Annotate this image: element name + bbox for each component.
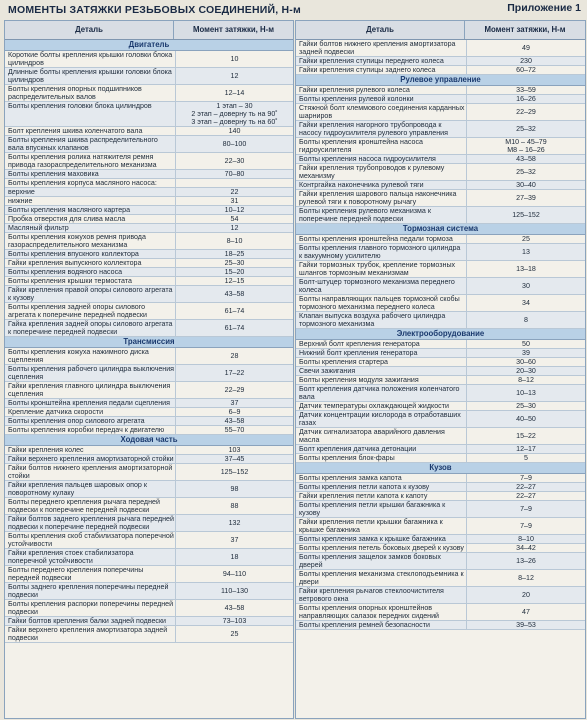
- table-row: [296, 454, 585, 463]
- torque-cell: 8: [524, 316, 528, 324]
- table-row: [296, 181, 585, 190]
- detail-cell: Верхний болт крепления генератора: [296, 340, 467, 348]
- torque-table-left: [4, 20, 294, 719]
- table-row: [5, 498, 293, 515]
- column-header-torque: Момент затяжки, Н-м: [193, 25, 274, 34]
- torque-cell: 61–74: [224, 324, 245, 332]
- table-row: [5, 515, 293, 532]
- section-heading: Ходовая часть: [5, 435, 293, 446]
- detail-cell: верхние: [5, 188, 176, 196]
- table-row: [5, 250, 293, 259]
- detail-cell: Нижний болт крепления генератора: [296, 349, 467, 357]
- table-row: [296, 483, 585, 492]
- torque-cell: 73–103: [222, 617, 247, 625]
- torque-cell: 43–58: [516, 155, 536, 163]
- column-header-detail: Деталь: [5, 21, 174, 39]
- table-row: [296, 411, 585, 428]
- torque-cell: 1 этап – 30 2 этап – доверну ть на 90˚ 3 этап – доверну ть на 60˚: [191, 102, 278, 126]
- detail-cell: Болты крепления масляного картера: [5, 206, 176, 214]
- torque-cell: 6–9: [228, 408, 241, 416]
- table-row: [5, 626, 293, 643]
- table-row: [5, 348, 293, 365]
- detail-cell: Болты крепления задней опоры силового агрегата к поперечине передней подвески: [5, 303, 176, 319]
- table-row: [5, 446, 293, 455]
- table-row: [5, 215, 293, 224]
- torque-cell: 25: [522, 235, 530, 243]
- table-row: [296, 86, 585, 95]
- detail-cell: Гайки крепления пальцев шаровых опор к поворотному кулаку: [5, 481, 176, 497]
- torque-cell: 8–10: [226, 237, 243, 245]
- torque-cell: 30–60: [516, 358, 536, 366]
- table-row: [296, 402, 585, 411]
- detail-cell: Болты направляющих пальцев тормозной скобы тормозного механизма переднего колеса: [296, 295, 467, 311]
- detail-cell: Гайки крепления шарового пальца наконечника рулевой тяги к поворотному рычагу: [296, 190, 467, 206]
- table-row: [296, 340, 585, 349]
- detail-cell: Болты крепления кожуха нажимного диска сцепления: [5, 348, 176, 364]
- table-row: [5, 127, 293, 136]
- table-row: [296, 164, 585, 181]
- torque-cell: 12–17: [516, 445, 536, 453]
- torque-cell: 10–12: [224, 206, 245, 214]
- detail-cell: Болт-штуцер тормозного механизма переднего колеса: [296, 278, 467, 294]
- column-header-detail: Деталь: [296, 21, 465, 39]
- detail-cell: Короткие болты крепления крышки головки блока цилиндров: [5, 51, 176, 67]
- detail-cell: Болты крепления опорных подшипников распределительных валов: [5, 85, 176, 101]
- torque-cell: 18–25: [224, 250, 245, 258]
- table-row: [5, 277, 293, 286]
- table-row: [5, 408, 293, 417]
- table-row: [296, 295, 585, 312]
- table-row: [5, 68, 293, 85]
- torque-cell: 132: [228, 519, 241, 527]
- table-header: [296, 21, 585, 40]
- torque-cell: 16–26: [516, 95, 536, 103]
- table-row: [296, 190, 585, 207]
- table-row: [5, 188, 293, 197]
- torque-cell: 40–50: [516, 415, 536, 423]
- detail-cell: нижние: [5, 197, 176, 205]
- torque-cell: 110–130: [220, 587, 249, 595]
- detail-cell: Гайки крепления правой опоры силового агрегата к кузову: [5, 286, 176, 302]
- table-row: [5, 549, 293, 566]
- detail-cell: Болты крепления крышки термостата: [5, 277, 176, 285]
- detail-cell: Болты крепления опор силового агрегата: [5, 417, 176, 425]
- torque-cell: 13–26: [516, 557, 536, 565]
- table-row: [296, 57, 585, 66]
- torque-cell: 12: [230, 224, 239, 232]
- torque-cell: 140: [228, 127, 241, 135]
- table-row: [296, 40, 585, 57]
- detail-cell: Болты крепления опорных кронштейнов направляющих салазок передних сидений: [296, 604, 467, 620]
- detail-cell: Болты кронштейна крепления педали сцепления: [5, 399, 176, 407]
- table-row: [5, 600, 293, 617]
- torque-cell: 8–12: [518, 376, 534, 384]
- torque-cell: 43–58: [224, 290, 245, 298]
- detail-cell: Болты крепления распорки поперечины передней подвески: [5, 600, 176, 616]
- torque-cell: 15–22: [516, 432, 536, 440]
- torque-cell: 39: [522, 349, 530, 357]
- torque-cell: 10–13: [516, 389, 536, 397]
- table-row: [296, 95, 585, 104]
- table-row: [5, 365, 293, 382]
- table-row: [296, 474, 585, 483]
- detail-cell: Болты крепления ролика натяжителя ремня привода газораспределительного механизма: [5, 153, 176, 169]
- detail-cell: Болты крепления замка капота: [296, 474, 467, 482]
- detail-cell: Гайки верхнего крепления амортизатора задней подвески: [5, 626, 176, 642]
- detail-cell: Болты крепления механизма стеклоподъемника к двери: [296, 570, 467, 586]
- table-row: [5, 268, 293, 277]
- table-row: [5, 170, 293, 179]
- table-row: [5, 153, 293, 170]
- table-row: [5, 206, 293, 215]
- torque-cell: 43–58: [224, 417, 245, 425]
- detail-cell: Пробка отверстия для слива масла: [5, 215, 176, 223]
- detail-cell: Гайки болтов крепления балки задней подвески: [5, 617, 176, 625]
- table-row: [296, 501, 585, 518]
- table-row: [296, 570, 585, 587]
- torque-cell: 12: [230, 72, 239, 80]
- table-row: [5, 464, 293, 481]
- table-row: [5, 224, 293, 233]
- detail-cell: Гайки верхнего крепления амортизаторной стойки: [5, 455, 176, 463]
- detail-cell: Болты крепления модуля зажигания: [296, 376, 467, 384]
- detail-cell: Датчик концентрации кислорода в отработавших газах: [296, 411, 467, 427]
- torque-cell: 25–30: [516, 402, 536, 410]
- torque-cell: 13: [522, 248, 530, 256]
- torque-cell: 25–30: [224, 259, 245, 267]
- detail-cell: Болты крепления коробки передач к двигателю: [5, 426, 176, 434]
- torque-cell: 25–32: [516, 168, 536, 176]
- detail-cell: Болты крепления главного тормозного цилиндра к вакуумному усилителю: [296, 244, 467, 260]
- detail-cell: Гайки крепления ступицы переднего колеса: [296, 57, 467, 65]
- section-heading: Рулевое управление: [296, 75, 585, 86]
- detail-cell: Гайки крепления петли капота к капоту: [296, 492, 467, 500]
- table-row: [5, 85, 293, 102]
- detail-cell: Болты переднего крепления рычага передней подвески к поперечине передней подвески: [5, 498, 176, 514]
- detail-cell: Болты крепления маховика: [5, 170, 176, 178]
- torque-cell: 10: [230, 55, 239, 63]
- torque-cell: 49: [522, 44, 530, 52]
- torque-cell: 47: [522, 608, 530, 616]
- torque-cell: 22–29: [224, 386, 245, 394]
- detail-cell: Гайки тормозных трубок, крепление тормозных шлангов тормозным механизмам: [296, 261, 467, 277]
- table-row: [296, 553, 585, 570]
- torque-cell: 30: [522, 282, 530, 290]
- detail-cell: Датчик температуры охлаждающей жидкости: [296, 402, 467, 410]
- detail-cell: Болты крепления рулевой колонки: [296, 95, 467, 103]
- detail-cell: Клапан выпуска воздуха рабочего цилиндра тормозного механизма: [296, 312, 467, 328]
- table-row: [296, 587, 585, 604]
- table-row: [5, 426, 293, 435]
- detail-cell: Болты крепления рабочего цилиндра выключения сцепления: [5, 365, 176, 381]
- section-heading: Двигатель: [5, 40, 293, 51]
- torque-cell: 94–110: [222, 570, 247, 578]
- torque-cell: 70–80: [224, 170, 245, 178]
- table-row: [5, 102, 293, 127]
- column-header-torque: Момент затяжки, Н-м: [484, 25, 566, 34]
- torque-cell: 12–15: [224, 277, 245, 285]
- torque-cell: 20–30: [516, 367, 536, 375]
- table-row: [296, 104, 585, 121]
- detail-cell: Гайки крепления выпускного коллектора: [5, 259, 176, 267]
- torque-table-right: [295, 20, 586, 719]
- detail-cell: Болты крепления петли капота к кузову: [296, 483, 467, 491]
- detail-cell: Болты крепления ремней безопасности: [296, 621, 467, 629]
- table-row: [296, 121, 585, 138]
- detail-cell: Болты заднего крепления поперечины передней подвески: [5, 583, 176, 599]
- torque-cell: 230: [520, 57, 532, 65]
- section-heading: Электрооборудование: [296, 329, 585, 340]
- table-row: [296, 604, 585, 621]
- torque-cell: 7–9: [520, 505, 532, 513]
- page-title: МОМЕНТЫ ЗАТЯЖКИ РЕЗЬБОВЫХ СОЕДИНЕНИЙ, Н-м: [8, 4, 301, 16]
- torque-cell: 28: [230, 352, 239, 360]
- torque-cell: 33–59: [516, 86, 536, 94]
- detail-cell: Гайки крепления петли крышки багажника к крышке багажника: [296, 518, 467, 534]
- torque-cell: 61–74: [224, 307, 245, 315]
- torque-cell: 7–9: [520, 474, 532, 482]
- table-row: [296, 235, 585, 244]
- torque-cell: 7–9: [520, 522, 532, 530]
- torque-cell: 34–42: [516, 544, 536, 552]
- detail-cell: Болты крепления кронштейна педали тормоза: [296, 235, 467, 243]
- torque-cell: 12–14: [224, 89, 245, 97]
- torque-cell: 22–27: [516, 483, 536, 491]
- table-row: [296, 207, 585, 224]
- detail-cell: Болты крепления водяного насоса: [5, 268, 176, 276]
- torque-cell: M10 – 45–79 M8 – 16–26: [505, 138, 547, 154]
- torque-cell: 27–39: [516, 194, 536, 202]
- table-row: [5, 399, 293, 408]
- torque-cell: [176, 179, 293, 187]
- table-row: [5, 617, 293, 626]
- table-row: [296, 66, 585, 75]
- torque-cell: 18: [230, 553, 239, 561]
- detail-cell: Болты крепления кожухов ремня привода газораспределительного механизма: [5, 233, 176, 249]
- table-row: [296, 244, 585, 261]
- torque-cell: 25: [230, 630, 239, 638]
- detail-cell: Болты крепления насоса гидроусилителя: [296, 155, 467, 163]
- torque-cell: 22: [230, 188, 239, 196]
- torque-cell: 43–58: [224, 604, 245, 612]
- detail-cell: Контргайка наконечника рулевой тяги: [296, 181, 467, 189]
- table-row: [296, 349, 585, 358]
- table-row: [5, 583, 293, 600]
- torque-cell: 8–10: [518, 535, 534, 543]
- detail-cell: Масляный фильтр: [5, 224, 176, 232]
- detail-cell: Стяжной болт клеммового соединения карданных шарниров: [296, 104, 467, 120]
- table-row: [296, 261, 585, 278]
- detail-cell: Свечи зажигания: [296, 367, 467, 375]
- torque-cell: 25–32: [516, 125, 536, 133]
- table-row: [296, 376, 585, 385]
- detail-cell: Болт крепления датчика положения коленчатого вала: [296, 385, 467, 401]
- table-row: [296, 367, 585, 376]
- table-row: [296, 621, 585, 630]
- detail-cell: Гайки крепления колес: [5, 446, 176, 454]
- detail-cell: Болты крепления блок-фары: [296, 454, 467, 462]
- table-row: [5, 481, 293, 498]
- section-heading: Тормозная система: [296, 224, 585, 235]
- torque-cell: 17–22: [224, 369, 245, 377]
- torque-cell: 39–53: [516, 621, 536, 629]
- table-row: [5, 259, 293, 268]
- torque-cell: 37: [230, 536, 239, 544]
- torque-cell: 60–72: [516, 66, 536, 74]
- section-heading: Трансмиссия: [5, 337, 293, 348]
- detail-cell: Крепление датчика скорости: [5, 408, 176, 416]
- torque-cell: 50: [522, 340, 530, 348]
- detail-cell: Гайки болтов заднего крепления рычага передней подвески к поперечине передней подвески: [5, 515, 176, 531]
- detail-cell: Гайки крепления нагорного трубопровода к насосу гидроусилителя рулевого управления: [296, 121, 467, 137]
- torque-cell: 20: [522, 591, 530, 599]
- torque-cell: 125–152: [220, 468, 249, 476]
- torque-cell: 54: [230, 215, 239, 223]
- detail-cell: Болты крепления шкива распределительного вала впускных клапанов: [5, 136, 176, 152]
- table-row: [5, 417, 293, 426]
- table-row: [5, 136, 293, 153]
- table-row: [296, 492, 585, 501]
- table-row: [296, 155, 585, 164]
- torque-cell: 30–40: [516, 181, 536, 189]
- table-row: [5, 233, 293, 250]
- detail-cell: Болты крепления кронштейна насоса гидроусилителя: [296, 138, 467, 154]
- table-row: [5, 286, 293, 303]
- table-row: [5, 566, 293, 583]
- detail-cell: Гайки крепления главного цилиндра выключения сцепления: [5, 382, 176, 398]
- detail-cell: Длинные болты крепления крышки головки блока цилиндров: [5, 68, 176, 84]
- torque-cell: 80–100: [222, 140, 247, 148]
- detail-cell: Болты крепления скоб стабилизатора поперечной устойчивости: [5, 532, 176, 548]
- table-row: [296, 428, 585, 445]
- detail-cell: Болты крепления головки блока цилиндров: [5, 102, 176, 126]
- detail-cell: Гайки болтов нижнего крепления амортизаторной стойки: [5, 464, 176, 480]
- table-row: [296, 138, 585, 155]
- table-row: [5, 532, 293, 549]
- torque-cell: 34: [522, 299, 530, 307]
- torque-cell: 88: [230, 502, 239, 510]
- detail-cell: Болт крепления шкива коленчатого вала: [5, 127, 176, 135]
- torque-cell: 37: [230, 399, 239, 407]
- torque-cell: 98: [230, 485, 239, 493]
- detail-cell: Гайки крепления стоек стабилизатора поперечной устойчивости: [5, 549, 176, 565]
- table-row: [5, 303, 293, 320]
- torque-cell: 55–70: [224, 426, 245, 434]
- detail-cell: Гайки крепления трубопроводов к рулевому механизму: [296, 164, 467, 180]
- detail-cell: Болты крепления защелок замков боковых дверей: [296, 553, 467, 569]
- table-row: [5, 382, 293, 399]
- table-row: [296, 358, 585, 367]
- torque-cell: 31: [230, 197, 239, 205]
- detail-cell: Болты переднего крепления поперечины передней подвески: [5, 566, 176, 582]
- table-row: [5, 455, 293, 464]
- detail-cell: Датчик сигнализатора аварийного давления масла: [296, 428, 467, 444]
- table-row: [296, 518, 585, 535]
- torque-cell: 15–20: [224, 268, 245, 276]
- appendix-label: Приложение 1: [507, 2, 581, 14]
- detail-cell: Гайки крепления ступицы заднего колеса: [296, 66, 467, 74]
- table-row: [5, 197, 293, 206]
- table-row: [296, 312, 585, 329]
- detail-cell: Болты крепления замка к крышке багажника: [296, 535, 467, 543]
- torque-cell: 5: [524, 454, 528, 462]
- torque-cell: 37–45: [224, 455, 245, 463]
- table-row: [5, 51, 293, 68]
- detail-cell: Гайки крепления рулевого колеса: [296, 86, 467, 94]
- torque-cell: 125–152: [512, 211, 540, 219]
- table-row: [296, 544, 585, 553]
- page-header: [0, 0, 587, 22]
- detail-cell: Болты крепления корпуса масляного насоса:: [5, 179, 176, 187]
- table-row: [296, 278, 585, 295]
- torque-cell: 22–30: [224, 157, 245, 165]
- detail-cell: Гайки крепления рычагов стеклоочистителя ветрового окна: [296, 587, 467, 603]
- table-header: [5, 21, 293, 40]
- detail-cell: Болты крепления стартера: [296, 358, 467, 366]
- detail-cell: Болты крепления рулевого механизма к поперечине передней подвески: [296, 207, 467, 223]
- detail-cell: Болты крепления петли крышки багажника к кузову: [296, 501, 467, 517]
- torque-cell: 8–12: [518, 574, 534, 582]
- torque-cell: 13–18: [516, 265, 536, 273]
- detail-cell: Болты крепления петель боковых дверей к кузову: [296, 544, 467, 552]
- detail-cell: Болты крепления впускного коллектора: [5, 250, 176, 258]
- torque-cell: 22–29: [516, 108, 536, 116]
- torque-cell: 103: [228, 446, 241, 454]
- torque-cell: 22–27: [516, 492, 536, 500]
- detail-cell: Гайки болтов нижнего крепления амортизатора задней подвески: [296, 40, 467, 56]
- table-row: [296, 385, 585, 402]
- section-heading: Кузов: [296, 463, 585, 474]
- table-row: [5, 320, 293, 337]
- detail-cell: Болт крепления датчика детонации: [296, 445, 467, 453]
- table-row: [296, 445, 585, 454]
- table-row: [5, 179, 293, 188]
- detail-cell: Гайка крепления задней опоры силового агрегата к поперечине передней подвески: [5, 320, 176, 336]
- table-row: [296, 535, 585, 544]
